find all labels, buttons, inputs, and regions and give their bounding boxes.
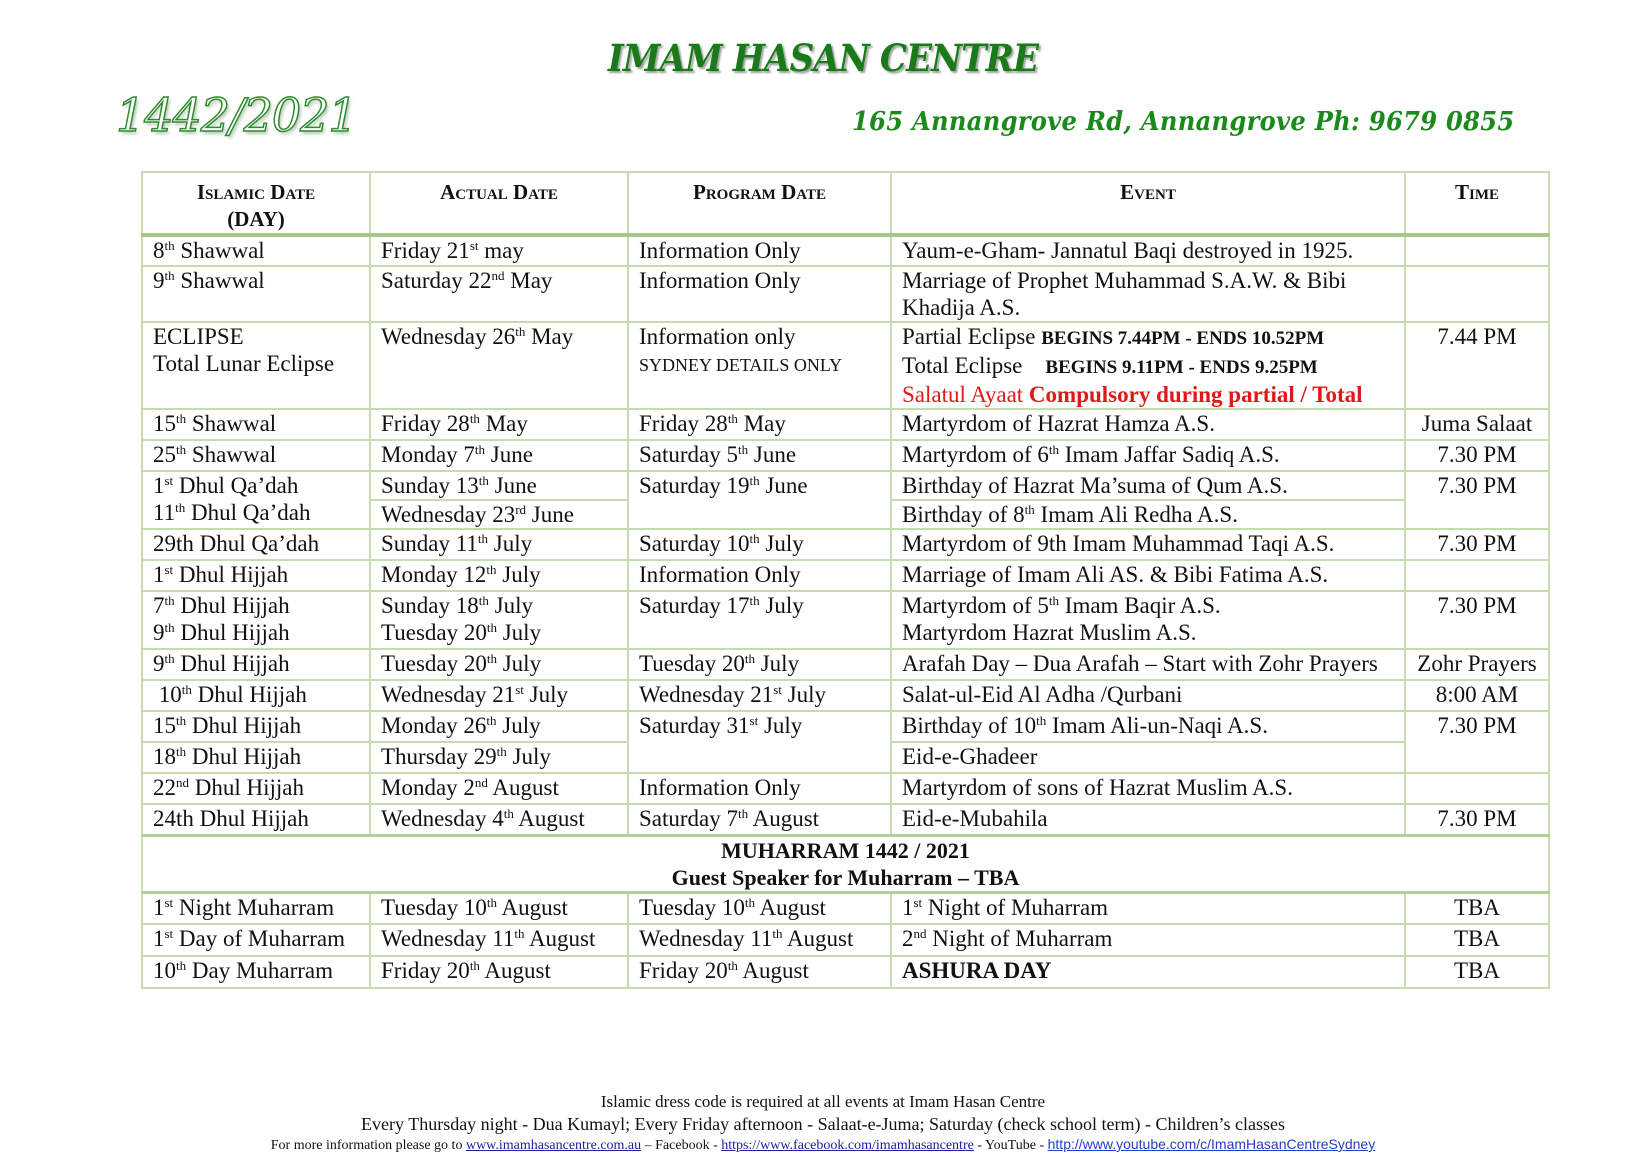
header-event: Event — [891, 172, 1405, 235]
footer — [0, 1091, 1646, 1155]
table-row: Wednesday 23rd June Birthday of 8th Imam Ali Redha A.S. — [142, 500, 1549, 529]
header-time: Time — [1405, 172, 1549, 235]
weekly-schedule-note: Every Thursday night - Dua Kumayl; Every Friday afternoon - Salaat-e-Juma; Saturday (check school term) - Children’s classes — [361, 1114, 1285, 1134]
table-row: 7th Dhul Hijjah 9th Dhul Hijjah Sunday 18th July Tuesday 20th July Saturday 17th July Martyrdom of 5th Imam Baqir A.S. Martyrdom Hazrat Muslim A.S. 7.30 PM — [142, 591, 1549, 649]
header-islamic-date: Islamic Date (DAY) — [142, 172, 370, 235]
table-row: 22nd Dhul Hijjah Monday 2nd August Information Only Martyrdom of sons of Hazrat Muslim A.S. — [142, 773, 1549, 804]
events-table — [141, 171, 1550, 989]
table-row: 9th Dhul Hijjah Tuesday 20th July Tuesday 20th July Arafah Day – Dua Arafah – Start with Zohr Prayers Zohr Prayers — [142, 649, 1549, 680]
table-row: 18th Dhul Hijjah Thursday 29th July Eid-e-Ghadeer — [142, 742, 1549, 773]
table-row: 25th Shawwal Monday 7th June Saturday 5th June Martyrdom of 6th Imam Jaffar Sadiq A.S. 7.30 PM — [142, 440, 1549, 471]
muharram-section-row — [142, 835, 1549, 892]
more-info-line: For more information please go to www.imamhasancentre.com.au – Facebook - https://www.facebook.com/imamhasancentre - YouTube - http://www.youtube.com/c/ImamHasanCentreSydney — [270, 1136, 1376, 1153]
year-label: 1442/2021 — [116, 88, 357, 142]
page-title: IMAM HASAN CENTRE — [607, 36, 1039, 80]
table-row: 1st Dhul Qa’dah 11th Dhul Qa’dah Sunday 13th June Saturday 19th June Birthday of Hazrat Ma’suma of Qum A.S. 7.30 PM — [142, 471, 1549, 500]
table-row: 1st Dhul Hijjah Monday 12th July Information Only Marriage of Imam Ali AS. & Bibi Fatima A.S. — [142, 560, 1549, 591]
address-line: 165 Annangrove Rd, Annangrove Ph: 9679 0855 — [852, 107, 1515, 137]
table-row: 15th Dhul Hijjah Monday 26th July Saturday 31st July Birthday of 10th Imam Ali-un-Naqi A.S. 7.30 PM — [142, 711, 1549, 742]
table-row-eclipse: ECLIPSE Total Lunar Eclipse Wednesday 26th May Information only SYDNEY DETAILS ONLY Partial Eclipse BEGINS 7.44PM - ENDS 10.52PM Total Eclipse BEGINS 9.11PM - ENDS 9.25PM Salatul Ayaat Compulsory during partial / Total 7.44 PM — [142, 322, 1549, 409]
youtube-link[interactable]: http://www.youtube.com/c/ImamHasanCentreSydney — [1047, 1136, 1376, 1152]
header-program-date: Program Date — [628, 172, 891, 235]
table-row: 8th Shawwal Friday 21st may Information Only Yaum-e-Gham- Jannatul Baqi destroyed in 1925. — [142, 235, 1549, 266]
table-header-row — [142, 172, 1549, 235]
website-link[interactable]: www.imamhasancentre.com.au — [465, 1138, 642, 1153]
header-actual-date: Actual Date — [370, 172, 628, 235]
table-row: 15th Shawwal Friday 28th May Friday 28th May Martyrdom of Hazrat Hamza A.S. Juma Salaat — [142, 409, 1549, 440]
table-row: 10th Day Muharram Friday 20th August Friday 20th August ASHURA DAY TBA — [142, 956, 1549, 988]
muharram-section-heading: MUHARRAM 1442 / 2021 Guest Speaker for Muharram – TBA — [142, 835, 1549, 892]
facebook-link[interactable]: https://www.facebook.com/imamhasancentre — [721, 1138, 974, 1153]
table-row: 24th Dhul Hijjah Wednesday 4th August Saturday 7th August Eid-e-Mubahila 7.30 PM — [142, 804, 1549, 835]
table-row: 9th Shawwal Saturday 22nd May Information Only Marriage of Prophet Muhammad S.A.W. & Bibi Khadija A.S. — [142, 266, 1549, 322]
table-row: 1st Night Muharram Tuesday 10th August Tuesday 10th August 1st Night of Muharram TBA — [142, 892, 1549, 924]
table-row: 1st Day of Muharram Wednesday 11th August Wednesday 11th August 2nd Night of Muharram TBA — [142, 924, 1549, 956]
dress-code-note: Islamic dress code is required at all events at Imam Hasan Centre — [600, 1092, 1046, 1111]
table-row: 29th Dhul Qa’dah Sunday 11th July Saturday 10th July Martyrdom of 9th Imam Muhammad Taqi A.S. 7.30 PM — [142, 529, 1549, 560]
table-row: 10th Dhul Hijjah Wednesday 21st July Wednesday 21st July Salat-ul-Eid Al Adha /Qurbani 8:00 AM — [142, 680, 1549, 711]
